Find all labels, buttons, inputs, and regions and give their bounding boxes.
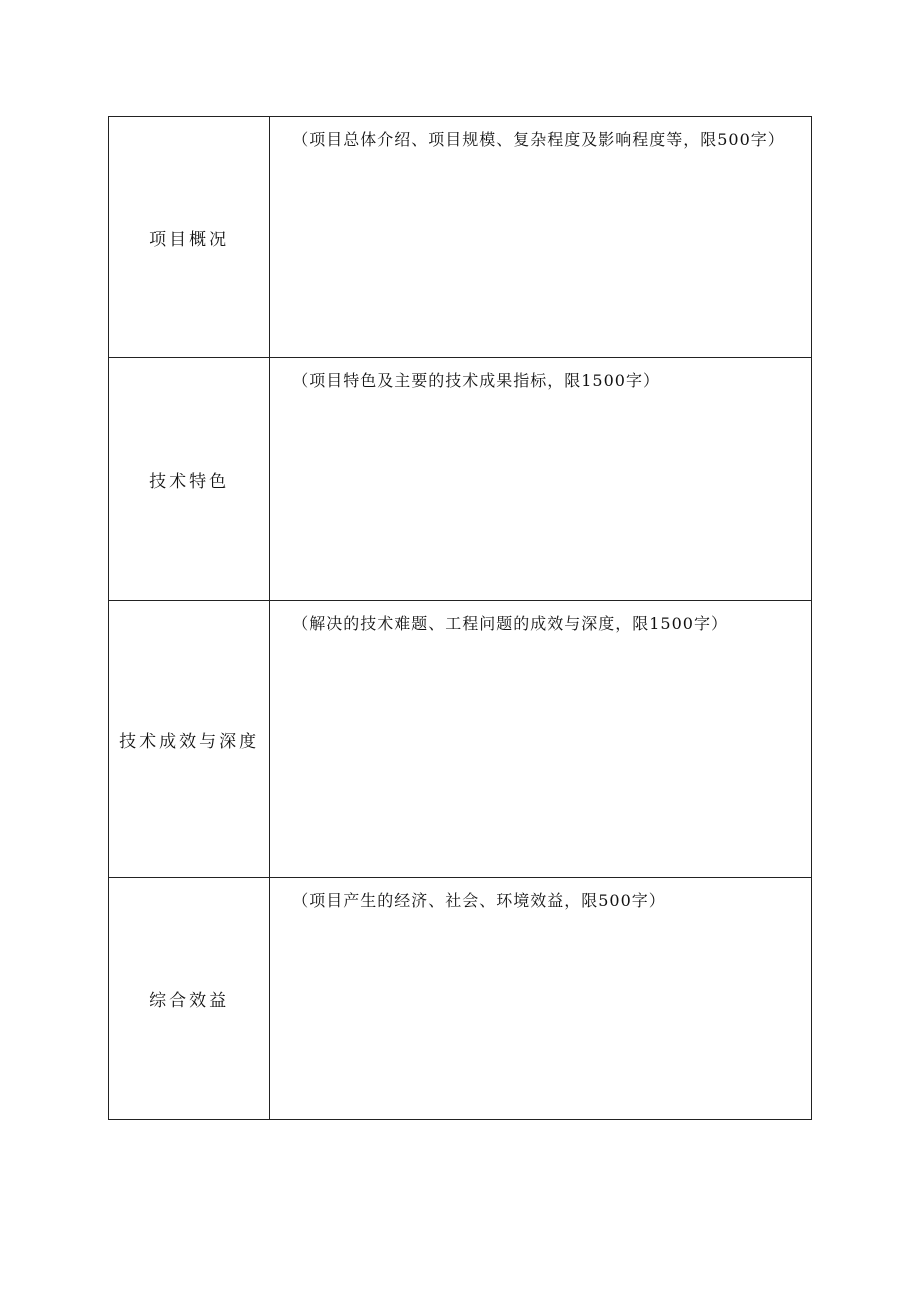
field-comprehensive-benefits[interactable]	[270, 878, 812, 1120]
form-row-project-overview	[109, 117, 812, 358]
field-technical-features[interactable]	[270, 358, 812, 601]
form-row-technical-features	[109, 358, 812, 601]
field-hint-comprehensive-benefits: （项目产生的经济、社会、环境效益，限500字）	[292, 891, 666, 910]
field-hint-technical-features: （项目特色及主要的技术成果指标，限1500字）	[292, 371, 660, 390]
form-row-comprehensive-benefits	[109, 878, 812, 1120]
row-label-comprehensive-benefits: 综合效益	[109, 878, 270, 1120]
field-hint-project-overview: （项目总体介绍、项目规模、复杂程度及影响程度等，限500字）	[292, 130, 785, 149]
field-hint-technical-effect: （解决的技术难题、工程问题的成效与深度，限1500字）	[292, 614, 728, 633]
field-technical-effect[interactable]	[270, 601, 812, 878]
project-form-table	[108, 116, 812, 1120]
row-label-technical-effect: 技术成效与深度	[109, 601, 270, 878]
form-row-technical-effect	[109, 601, 812, 878]
row-label-project-overview: 项目概况	[109, 117, 270, 358]
field-project-overview[interactable]	[270, 117, 812, 358]
row-label-technical-features: 技术特色	[109, 358, 270, 601]
